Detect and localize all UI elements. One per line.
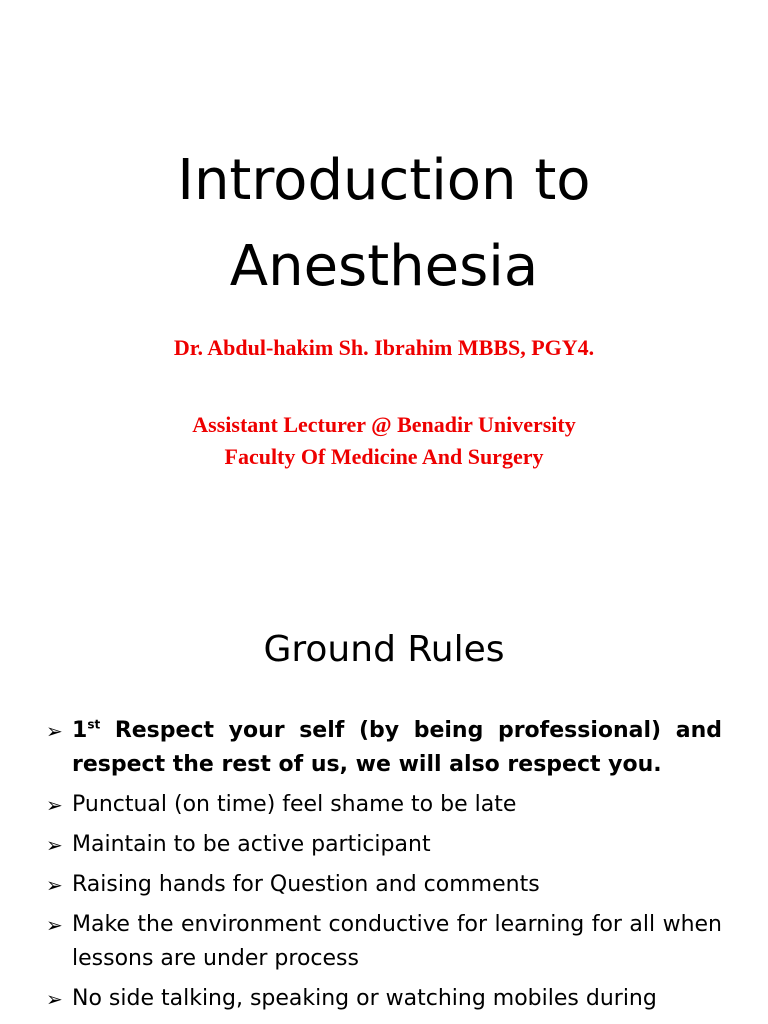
- arrow-bullet-icon: ➢: [46, 793, 63, 817]
- rule-text: Make the environment conductive for learning for all when lessons are under process: [72, 912, 722, 971]
- author-name: Dr. Abdul-hakim Sh. Ibrahim MBBS, PGY4.: [173, 335, 595, 360]
- arrow-bullet-icon: ➢: [46, 833, 63, 857]
- slide-title: [0, 138, 768, 310]
- rule-item: [46, 982, 722, 1016]
- arrow-bullet-icon: ➢: [46, 913, 63, 937]
- rule-ordinal: 1: [72, 718, 88, 743]
- affiliation-line-2: Faculty Of Medicine And Surgery: [224, 444, 544, 469]
- rule-item: [46, 868, 722, 902]
- rule-item: [46, 788, 722, 822]
- rule-item: [46, 908, 722, 976]
- ground-rules-slide: [0, 576, 768, 1024]
- affiliation-line-1: Assistant Lecturer @ Benadir University: [192, 412, 576, 437]
- arrow-bullet-icon: ➢: [46, 873, 63, 897]
- arrow-bullet-icon: ➢: [46, 987, 63, 1011]
- arrow-bullet-icon: ➢: [46, 719, 63, 743]
- rules-list: [46, 714, 722, 1022]
- rule-text: Respect your self (by being professional) and respect the rest of us, we will also respect you.: [72, 718, 722, 777]
- rule-text: Raising hands for Question and comments: [72, 872, 540, 897]
- rule-item: [46, 714, 722, 782]
- rule-text: Punctual (on time) feel shame to be late: [72, 792, 517, 817]
- rule-text: Maintain to be active participant: [72, 832, 431, 857]
- title-line-2: Anesthesia: [229, 234, 539, 299]
- rule-item: [46, 828, 722, 862]
- rule-ordinal-suffix: st: [87, 717, 101, 732]
- ground-rules-title: Ground Rules: [263, 629, 505, 670]
- title-line-1: Introduction to: [177, 148, 591, 213]
- author-affiliation: [0, 409, 768, 473]
- rule-text: No side talking, speaking or watching mobiles during: [72, 986, 657, 1011]
